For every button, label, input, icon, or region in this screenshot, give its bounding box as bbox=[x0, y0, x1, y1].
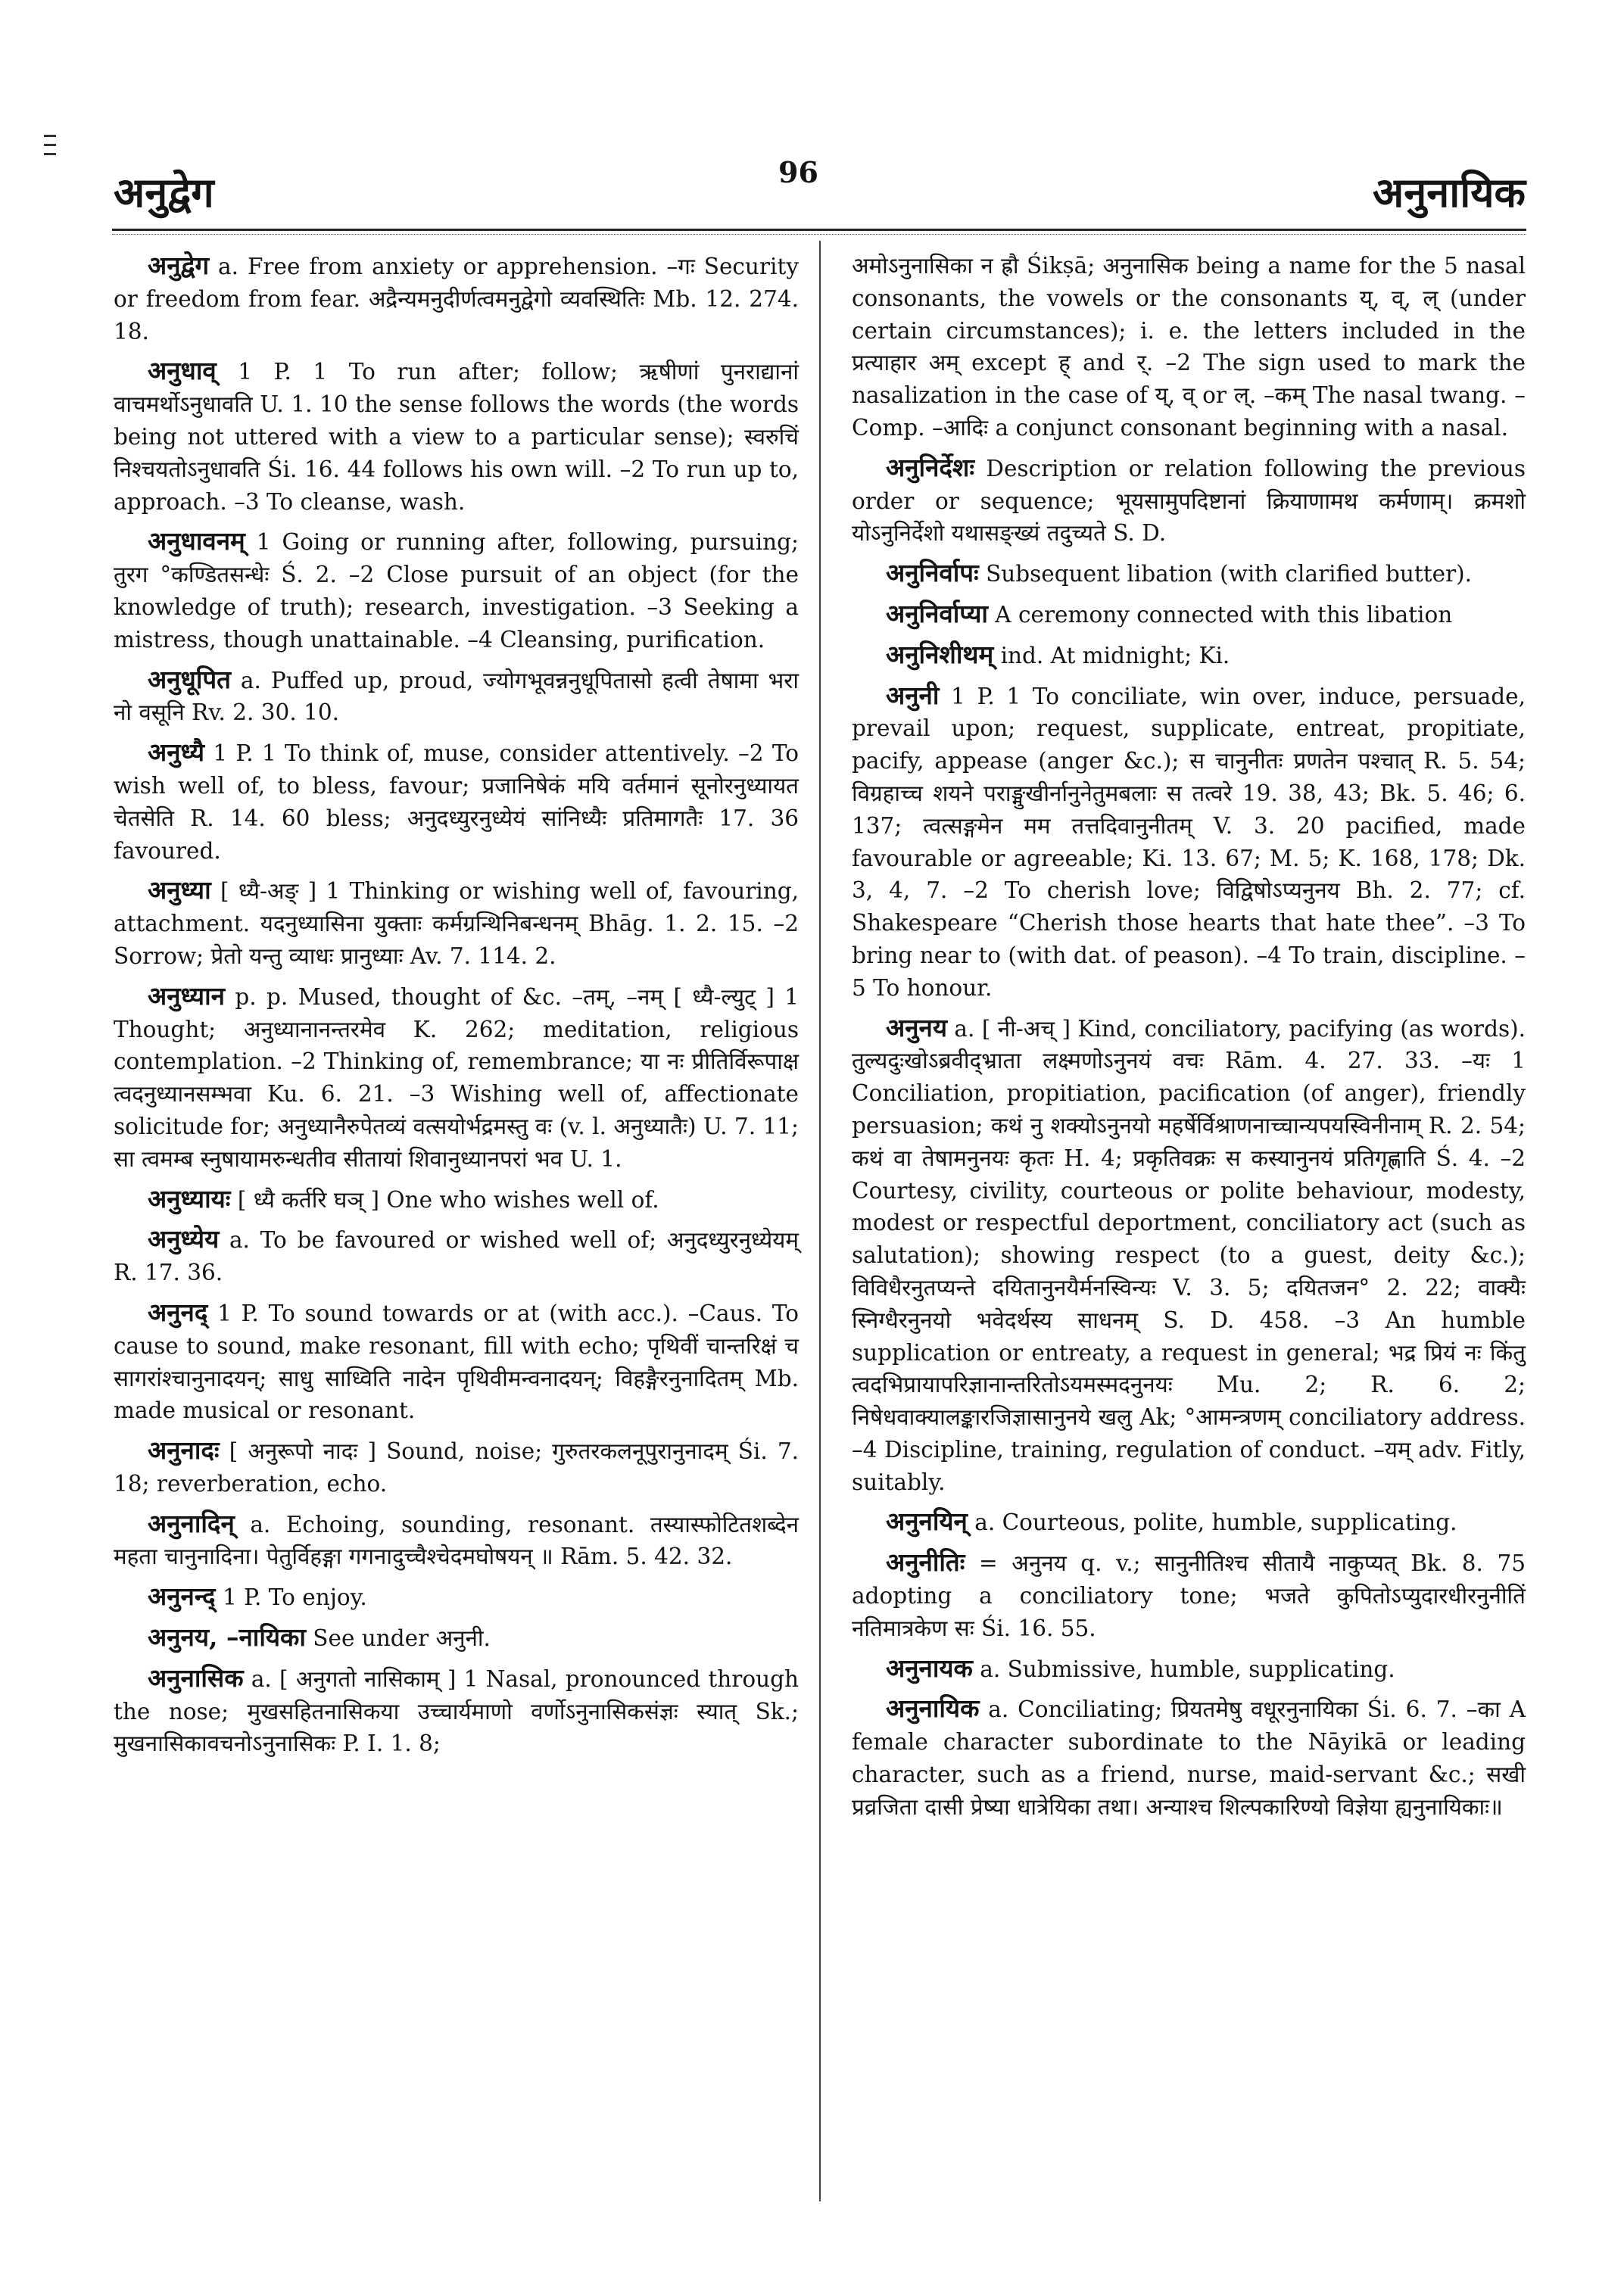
dictionary-entry bbox=[114, 1581, 799, 1614]
dictionary-entry bbox=[114, 1435, 799, 1500]
entry-headword: अनुनीतिः bbox=[886, 1547, 965, 1578]
entry-headword: अनुध्या bbox=[148, 875, 211, 905]
entry-definition: a. To be favoured or wished well of; अनुदध्युरनुध्येयम् R. 17. 36. bbox=[114, 1227, 799, 1286]
right-column bbox=[852, 250, 1526, 1831]
dictionary-entry bbox=[114, 1508, 799, 1574]
column-divider bbox=[819, 241, 821, 2201]
entry-definition: a. [ अनुगतो नासिकाम् ] 1 Nasal, pronounced through the nose; मुखसहितनासिकया उच्चार्यमाणो वर्णोऽनुनासिकसंज्ञः स्यात् Sk.; मुखनासिकावचनोऽनुनासिकः P. I. 1. 8; bbox=[114, 1665, 799, 1757]
dictionary-entry bbox=[852, 452, 1526, 550]
dictionary-entry bbox=[852, 680, 1526, 1005]
dictionary-entry bbox=[852, 1547, 1526, 1644]
page-header bbox=[0, 155, 1624, 223]
entry-definition: a. Echoing, sounding, resonant. तस्यास्फोटितशब्देन महता चानुनादिना। पेतुर्विहङ्गा गगनादुच्चैश्चेदमघोषयन् ॥ Rām. 5. 42. 32. bbox=[114, 1511, 799, 1570]
dictionary-entry bbox=[852, 557, 1526, 590]
left-column bbox=[114, 250, 799, 1768]
entry-definition: अमोऽनुनासिका न ह्रौ Śikṣā; अनुनासिक being a name for the 5 nasal consonants, the vowels or the consonants य्, व्, ल् (under certain circumstances); i. e. the letters included in the प्रत्याहार अम् except ह् and र्. –2 The sign used to mark the nasalization in the case of य्, व् or ल्. –कम् The nasal twang. –Comp. –आदिः a conjunct consonant beginning with a nasal. bbox=[852, 253, 1526, 441]
header-rule-dotted bbox=[112, 234, 1526, 235]
dictionary-entry bbox=[852, 250, 1526, 444]
right-running-headword: अनुनायिक bbox=[1373, 168, 1526, 217]
dictionary-entry bbox=[114, 525, 799, 656]
dictionary-entry bbox=[114, 737, 799, 867]
entry-definition: [ ध्यै कर्तरि घञ् ] One who wishes well of. bbox=[230, 1186, 659, 1213]
entry-headword: अनुनन्द् bbox=[148, 1581, 216, 1612]
entry-definition: [ अनुरूपो नादः ] Sound, noise; गुरुतरकलनूपुरानुनादम् Śi. 7. 18; reverberation, echo. bbox=[114, 1438, 799, 1497]
dictionary-entry bbox=[114, 1223, 799, 1289]
entry-headword: अनुध्यान bbox=[148, 980, 225, 1011]
entry-definition: = अनुनय q. v.; सानुनीतिश्च सीतायै नाकुप्यत् Bk. 8. 75 adopting a conciliatory tone; भजते कुपितोऽप्युदारधीरनुनीतिं नतिमात्रकेण सः Śi. 16. 55. bbox=[852, 1550, 1526, 1641]
entry-definition: Description or relation following the previous order or sequence; भूयसामुपदिष्टानां क्रियाणामथ कर्मणाम्। क्रमशो योऽनुनिर्देशो यथासङ्ख्यं तदुच्यते S. D. bbox=[852, 455, 1526, 547]
dictionary-entry bbox=[852, 598, 1526, 631]
entry-definition: ind. At midnight; Ki. bbox=[993, 642, 1230, 668]
entry-headword: अनुध्येय bbox=[148, 1224, 220, 1254]
entry-headword: अनुनायिक bbox=[886, 1693, 980, 1724]
entry-definition: 1 P. 1 To conciliate, win over, induce, persuade, prevail upon; request, supplicate, entreat, propitiate, pacify, appease (anger &c.); स चानुनीतः प्रणतेन पश्चात् R. 5. 54; विग्रहाच्च शयने पराङ्मुखीर्नानुनेतुमबलाः स तत्वरे 19. 38, 43; Bk. 5. 46; 6. 137; त्वत्सङ्गमेन मम तत्तदिवानुनीतम् V. 3. 20 pacified, made favourable or agreeable; Ki. 13. 67; M. 5; K. 168, 178; Dk. 3, 4, 7. –2 To cherish love; विद्विषोऽप्यनुनय Bh. 2. 77; cf. Shakespeare “Cherish those hearts that hate thee”. –3 To bring near to (with dat. of peason). –4 To train, discipline. –5 To honour. bbox=[852, 683, 1526, 1001]
entry-definition: a. [ नी-अच् ] Kind, conciliatory, pacifying (as words). तुल्यदुःखोऽब्रवीद्भ्राता लक्ष्मणोऽनुनयं वचः Rām. 4. 27. 33. –यः 1 Conciliation, propitiation, pacification (of anger), friendly persuasion; कथं नु शक्योऽनुनयो महर्षेर्विश्राणनाच्चान्यपयस्विनीनाम् R. 2. 54; कथं वा तेषामनुनयः कृतः H. 4; प्रकृतिवक्रः स कस्यानुनयं प्रतिगृह्णाति Ś. 4. –2 Courtesy, civility, courteous or polite behaviour, modesty, modest or respectful deportment, conciliatory act (such as salutation); showing respect (to a guest, deity &c.); विविधैरनुतप्यन्ते दयितानुनयैर्मनस्विन्यः V. 3. 5; दयितजन° 2. 22; वाक्यैः स्निग्धैरनुनयो भवेदर्थस्य साधनम् S. D. 458. –3 An humble supplication or entreaty, a request in general; भद्र प्रियं नः किंतु त्वदभिप्रायापरिज्ञानान्तरितोऽयमस्मदनुनयः Mu. 2; R. 6. 2; निषेधवाक्यालङ्कारजिज्ञासानुनये खलु Ak; °आमन्त्रणम् conciliatory address. –4 Discipline, training, regulation of conduct. –यम् adv. Fitly, suitably. bbox=[852, 1015, 1526, 1495]
dictionary-entry bbox=[114, 874, 799, 972]
dictionary-entry bbox=[852, 639, 1526, 672]
entry-definition: a. Conciliating; प्रियतमेषु वधूरनुनायिका Śi. 6. 7. –का A female character subordinate to the Nāyikā or leading character, such as a friend, nurse, maid-servant &c.; सखी प्रव्रजिता दासी प्रेष्या धात्रेयिका तथा। अन्याश्च शिल्पकारिण्यो विज्ञेया ह्यनुनायिकाः॥ bbox=[852, 1696, 1526, 1820]
dictionary-entry bbox=[114, 980, 799, 1176]
entry-definition: 1 P. 1 To run after; follow; ऋषीणां पुनराद्यानां वाचमर्थोऽनुधावति U. 1. 10 the sense follows the words (the words being not uttered with a view to a particular sense); स्वरुचिं निश्चयतोऽनुधावति Śi. 16. 44 follows his own will. –2 To run up to, approach. –3 To cleanse, wash. bbox=[114, 359, 799, 515]
entry-headword: अनुनासिक bbox=[148, 1662, 244, 1693]
dictionary-entry bbox=[114, 1662, 799, 1760]
dictionary-entry bbox=[114, 1183, 799, 1217]
entry-headword: अनुनय bbox=[886, 1012, 947, 1042]
entry-definition: a. Puffed up, proud, ज्योगभूवन्ननुधूपितासो हत्वी तेषामा भरा नो वसूनि Rv. 2. 30. 10. bbox=[114, 667, 799, 726]
entry-headword: अनुनी bbox=[886, 680, 940, 710]
entry-definition: a. Free from anxiety or apprehension. –गः Security or freedom from fear. अद्रैन्यमनुदीर्णत्वमनुद्वेगो व्यवस्थितिः Mb. 12. 274. 18. bbox=[114, 254, 799, 344]
entry-headword: अनुधूपित bbox=[148, 664, 231, 694]
entry-definition: 1 P. To enjoy. bbox=[215, 1584, 367, 1611]
entry-definition: a. Courteous, polite, humble, supplicating. bbox=[967, 1509, 1457, 1536]
entry-definition: 1 Going or running after, following, pursuing; तुरग °कण्डितसन्धेः Ś. 2. –2 Close pursuit of an object (for the knowledge of truth); research, investigation. –3 Seeking a mistress, though unattainable. –4 Cleansing, purification. bbox=[114, 529, 799, 653]
dictionary-entry bbox=[114, 355, 799, 518]
dictionary-entry bbox=[852, 1693, 1526, 1823]
entry-headword: अनुधाव् bbox=[148, 356, 217, 386]
entry-definition: [ ध्यै-अङ् ] 1 Thinking or wishing well of, favouring, attachment. यदनुध्यासिना युक्ताः कर्मग्रन्थिनिबन्धनम् Bhāg. 1. 2. 15. –2 Sorrow; प्रेतो यन्तु व्याधः प्रानुध्याः Av. 7. 114. 2. bbox=[114, 878, 799, 969]
dictionary-entry bbox=[852, 1012, 1526, 1499]
entry-headword: अनुनिशीथम् bbox=[886, 639, 994, 669]
entry-definition: 1 P. To sound towards or at (with acc.). –Caus. To cause to sound, make resonant, fill with echo; पृथिवीं चान्तरिक्षं च सागरांश्चानुनादयन्; साधु साध्विति नादेन पृथिवीमन्वनादयन्; विहङ्गैरनुनादितम् Mb. made musical or resonant. bbox=[114, 1300, 799, 1424]
entry-headword: अनुनिर्देशः bbox=[886, 452, 975, 482]
entry-headword: अनुनय, –नायिका bbox=[148, 1622, 306, 1653]
dictionary-entry bbox=[114, 1622, 799, 1655]
dictionary-entry bbox=[852, 1653, 1526, 1686]
dictionary-entry bbox=[114, 250, 799, 347]
entry-headword: अनुनिर्वाप्या bbox=[886, 598, 988, 628]
entry-headword: अनुध्यायः bbox=[148, 1183, 231, 1213]
page-number: 96 bbox=[778, 155, 818, 189]
entry-headword: अनुनादिन् bbox=[148, 1508, 235, 1538]
entry-definition: A ceremony connected with this libation bbox=[987, 601, 1453, 628]
entry-definition: See under अनुनी. bbox=[305, 1625, 491, 1652]
header-rule bbox=[112, 229, 1526, 231]
dictionary-entry bbox=[114, 1297, 799, 1427]
left-running-headword: अनुद्वेग bbox=[114, 168, 214, 217]
entry-headword: अनुधावनम् bbox=[148, 526, 245, 556]
entry-definition: a. Submissive, humble, supplicating. bbox=[972, 1656, 1395, 1682]
entry-headword: अनुनादः bbox=[148, 1435, 220, 1466]
entry-definition: 1 P. 1 To think of, muse, consider attentively. –2 To wish well of, to bless, favour; प्रजानिषेकं मयि वर्तमानं सूनोरनुध्यायत चेतसेति R. 14. 60 bless; अनुदध्युरनुध्येयं सांनिध्यैः प्रतिमागतैः 17. 36 favoured. bbox=[114, 740, 799, 864]
entry-definition: p. p. Mused, thought of &c. –तम्, –नम् [ ध्यै-ल्युट् ] 1 Thought; अनुध्यानानन्तरमेव K. 262; meditation, religious contemplation. –2 Thinking of, remembrance; या नः प्रीतिर्विरूपाक्ष त्वदनुध्यानसम्भवा Ku. 6. 21. –3 Wishing well of, affectionate solicitude for; अनुध्यानैरुपेतव्यं वत्सयोर्भद्रमस्तु वः (v. l. अनुध्यातैः) U. 7. 11; सा त्वमम्ब स्नुषायामरुन्धतीव सीतायां शिवानुध्यानपरां भव U. 1. bbox=[114, 983, 799, 1172]
dictionary-entry bbox=[852, 1506, 1526, 1539]
entry-headword: अनुद्वेग bbox=[148, 251, 210, 280]
entry-headword: अनुनायक bbox=[886, 1653, 973, 1683]
entry-headword: अनुनद् bbox=[148, 1297, 208, 1327]
entry-definition: Subsequent libation (with clarified butter). bbox=[978, 561, 1473, 587]
entry-headword: अनुनयिन् bbox=[886, 1506, 968, 1537]
dictionary-entry bbox=[114, 664, 799, 730]
entry-headword: अनुनिर्वापः bbox=[886, 558, 979, 588]
entry-headword: अनुध्यै bbox=[148, 737, 205, 768]
